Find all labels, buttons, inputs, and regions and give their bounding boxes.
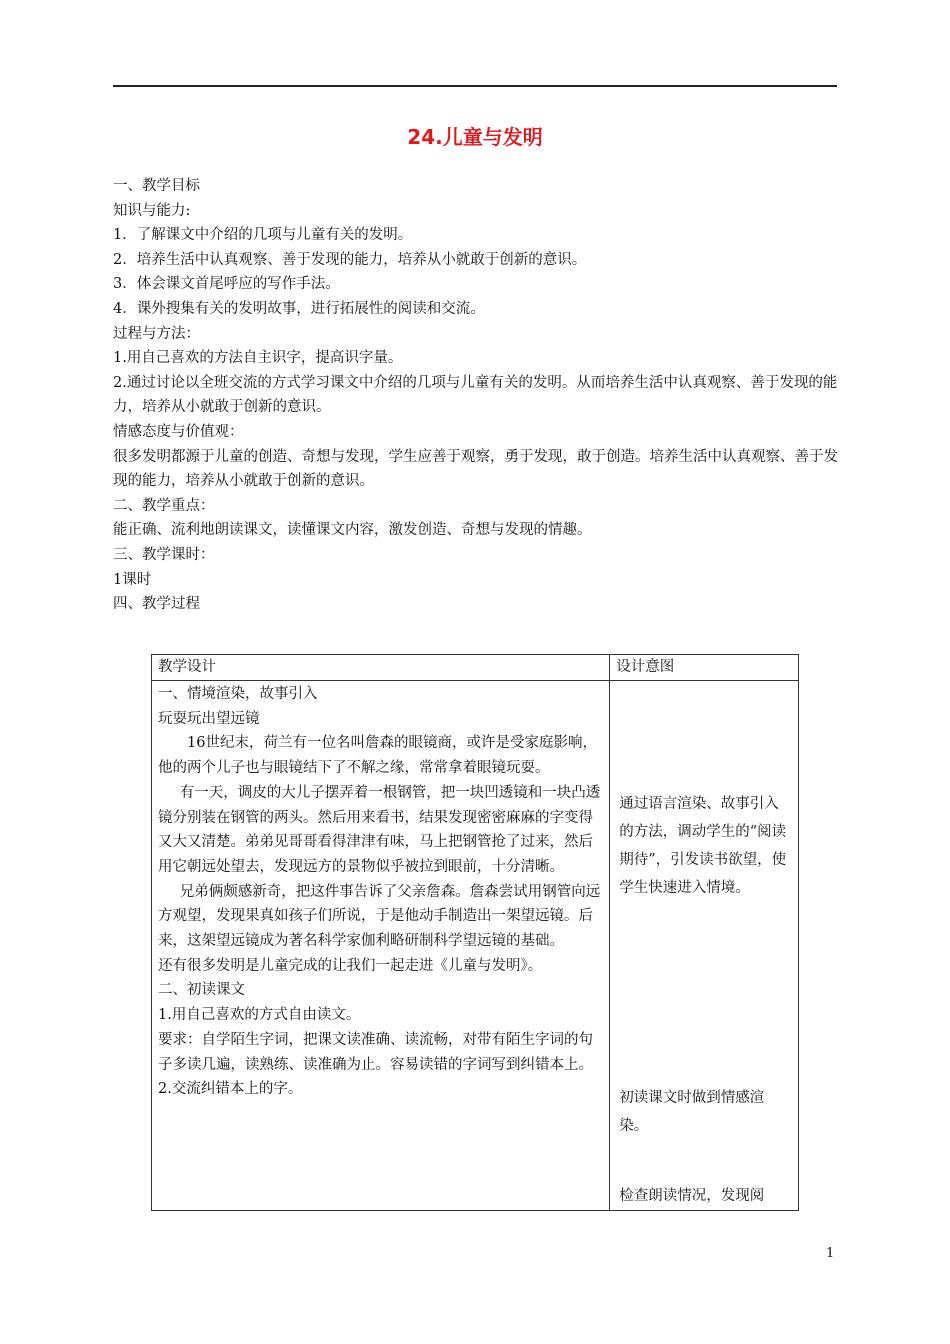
list-item: 4．课外搜集有关的发明故事，进行拓展性的阅读和交流。 <box>113 300 485 317</box>
story-paragraph: 兄弟俩颇感新奇，把这件事告诉了父亲詹森。詹森尝试用钢管向远方观望，发现果真如孩子们所说，于是他动手制造出一架望远镜。后来，这架望远镜成为著名科学家伽利略研制科学望远镜的基础。 <box>158 883 601 950</box>
header-rule <box>113 85 837 87</box>
page-title: 24.儿童与发明 <box>407 125 543 149</box>
intent-cell <box>610 681 799 1211</box>
story-paragraph: 有一天，调皮的大儿子摆弄着一根钢管，把一块凹透镜和一块凸透镜分别装在钢管的两头。然后用来看书，结果发现密密麻麻的字变得又大又清楚。弟弟见哥哥看得津津有味，马上把钢管抢了过来，然后用它朝远处望去，发现远方的景物似乎被拉到眼前，十分清晰。 <box>158 784 601 875</box>
header-intent: 设计意图 <box>610 655 799 681</box>
objectives-body <box>113 174 843 617</box>
step-heading: 一、情境渲染，故事引入 <box>158 686 318 702</box>
page-number: 1 <box>826 1246 835 1261</box>
intent-note: 初读课文时做到情感渲染。 <box>619 1090 765 1134</box>
subheading: 过程与方法： <box>113 325 200 342</box>
section-heading: 三、教学课时： <box>113 546 215 563</box>
list-item: 3．体会课文首尾呼应的写作手法。 <box>113 276 340 293</box>
subheading: 情感态度与价值观： <box>113 423 244 440</box>
header-design: 教学设计 <box>152 655 610 681</box>
step-requirement: 要求：自学陌生字词，把课文读准确、读流畅，对带有陌生字词的句子多读几遍，读熟练、读准确为止。容易读错的字词写到纠错本上。 <box>158 1031 593 1073</box>
table-row <box>152 681 799 1211</box>
intent-note: 检查朗读情况，发现阅 <box>619 1188 765 1204</box>
table-header-row <box>152 655 799 681</box>
subheading: 知识与能力: <box>113 202 191 219</box>
step-item: 1.用自己喜欢的方式自由读文。 <box>158 1007 361 1024</box>
paragraph: 能正确、流利地朗读课文，读懂课文内容，激发创造、奇想与发现的情趣。 <box>113 522 592 539</box>
transition-line: 还有很多发明是儿童完成的让我们一起走进《儿童与发明》。 <box>158 957 543 974</box>
section-heading: 二、教学重点： <box>113 497 215 514</box>
design-cell <box>152 681 610 1211</box>
list-item: 2.通过讨论以全班交流的方式学习课文中介绍的几项与儿童有关的发明。从而培养生活中认真观察、善于发现的能力，培养从小就敢于创新的意识。 <box>113 374 838 416</box>
intent-note: 通过语言渲染、故事引入的方法，调动学生的“阅读期待”，引发读书欲望，使学生快速进入情境。 <box>619 796 787 896</box>
list-item: 1.用自己喜欢的方法自主识字，提高识字量。 <box>113 350 403 367</box>
lesson-process-table <box>151 654 799 1211</box>
paragraph: 1课时 <box>113 571 152 588</box>
paragraph: 很多发明都源于儿童的创造、奇想与发现，学生应善于观察，勇于发现，敢于创造。培养生活中认真观察、善于发现的能力，培养从小就敢于创新的意识。 <box>113 448 838 490</box>
story-paragraph: 16世纪末，荷兰有一位名叫詹森的眼镜商，或许是受家庭影响，他的两个儿子也与眼镜结下了不解之缘，常常拿着眼镜玩耍。 <box>158 735 597 777</box>
section-heading: 四、教学过程 <box>113 596 200 613</box>
story-title: 玩耍玩出望远镜 <box>158 710 260 727</box>
step-item: 2.交流纠错本上的字。 <box>158 1081 303 1098</box>
step-heading: 二、初读课文 <box>158 982 245 999</box>
section-heading: 一、教学目标 <box>113 178 200 194</box>
list-item: 1．了解课文中介绍的几项与儿童有关的发明。 <box>113 227 413 244</box>
list-item: 2．培养生活中认真观察、善于发现的能力，培养从小就敢于创新的意识。 <box>113 251 587 268</box>
